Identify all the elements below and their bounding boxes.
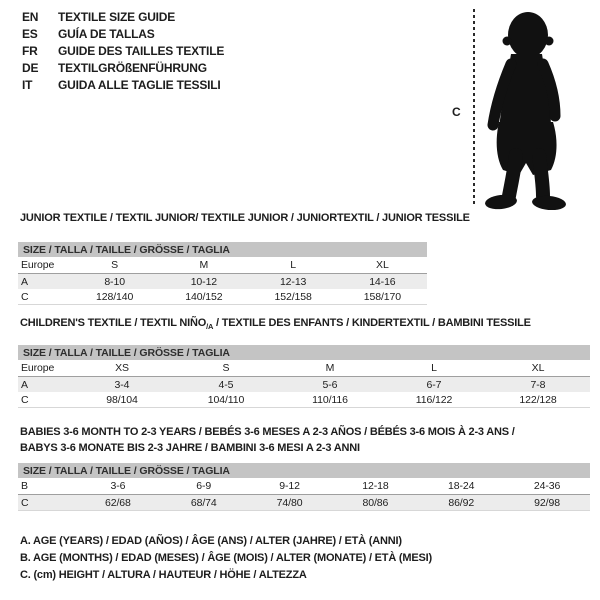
list-item	[22, 26, 224, 43]
row-label: C	[21, 496, 29, 509]
table-cell: 7-8	[530, 378, 546, 391]
language-title: GUIDA ALLE TAGLIE TESSILI	[58, 78, 221, 92]
language-code: IT	[22, 78, 33, 92]
row-label: A	[21, 275, 28, 288]
table-cell: 152/158	[274, 290, 312, 303]
table-cell: 9-12	[279, 480, 300, 492]
table-cell: M	[325, 362, 335, 374]
table-cell: 10-12	[190, 275, 218, 288]
table-cell: 8-10	[104, 275, 125, 288]
size-header-bar: SIZE / TALLA / TAILLE / GRÖSSE / TAGLIA	[18, 345, 590, 360]
language-title: TEXTILGRÖßENFÜHRUNG	[58, 61, 207, 75]
footnote-c: C. (cm) HEIGHT / ALTURA / HAUTEUR / HÖHE / ALTEZZA	[20, 569, 307, 581]
height-measure-dashed-line	[473, 9, 475, 204]
table-cell: S	[222, 362, 230, 374]
table-cell: 80/86	[362, 496, 389, 509]
table-cell: 14-16	[369, 275, 396, 288]
size-header-bar: SIZE / TALLA / TAILLE / GRÖSSE / TAGLIA	[18, 242, 427, 257]
row-label: C	[21, 393, 29, 406]
size-header-bar: SIZE / TALLA / TAILLE / GRÖSSE / TAGLIA	[18, 463, 590, 478]
table-cell: 12-13	[279, 275, 307, 288]
table-cell: L	[290, 259, 296, 271]
table-cell: XL	[531, 362, 545, 374]
table-cell: 140/152	[185, 290, 223, 303]
row-label: Europe	[21, 362, 55, 374]
table-cell: 116/122	[415, 393, 453, 406]
children-title-prefix: CHILDREN'S TEXTILE / TEXTIL NIÑO	[20, 317, 207, 329]
language-code: FR	[22, 44, 38, 58]
language-code: ES	[22, 27, 38, 41]
table-row	[18, 257, 427, 274]
language-code: EN	[22, 10, 39, 24]
language-title: TEXTILE SIZE GUIDE	[58, 10, 176, 24]
row-label: Europe	[21, 259, 55, 271]
junior-size-table	[18, 242, 427, 305]
table-cell: S	[111, 259, 119, 271]
footnote-a: A. AGE (YEARS) / EDAD (AÑOS) / ÂGE (ANS) / ALTER (JAHRE) / ETÀ (ANNI)	[20, 535, 402, 547]
table-cell: 86/92	[448, 496, 475, 509]
table-cell: 6-9	[196, 480, 212, 492]
table-cell: 110/116	[312, 393, 348, 406]
row-label: C	[21, 290, 29, 303]
list-item	[22, 77, 224, 94]
table-cell: 98/104	[106, 393, 138, 406]
table-cell: 12-18	[362, 480, 389, 492]
table-row	[18, 478, 590, 495]
table-row	[18, 289, 427, 304]
babies-title-line1: BABIES 3-6 MONTH TO 2-3 YEARS / BEBÉS 3-6 MESES A 2-3 AÑOS / BÉBÉS 3-6 MOIS À 2-3 ANS /	[20, 426, 515, 438]
language-code: DE	[22, 61, 39, 75]
table-cell: 4-5	[218, 378, 234, 391]
table-cell: 122/128	[519, 393, 557, 406]
language-title-list	[22, 9, 224, 94]
table-cell: 3-4	[114, 378, 130, 391]
table-cell: M	[199, 259, 209, 271]
table-row	[18, 495, 590, 510]
children-size-table	[18, 345, 590, 408]
table-cell: 158/170	[363, 290, 401, 303]
table-cell: 24-36	[533, 480, 561, 492]
table-cell: 104/110	[207, 393, 245, 406]
table-cell: XL	[376, 259, 389, 271]
babies-title-line2: BABYS 3-6 MONATE BIS 2-3 JAHRE / BAMBINI 3-6 MESI A 2-3 ANNI	[20, 442, 360, 454]
table-cell: L	[431, 362, 437, 374]
table-cell: 128/140	[95, 290, 134, 303]
table-cell: 92/98	[534, 496, 560, 509]
table-cell: 18-24	[448, 480, 475, 492]
baby-silhouette-icon	[483, 10, 568, 210]
table-cell: 6-7	[426, 378, 442, 391]
table-cell: 68/74	[190, 496, 217, 509]
children-section-title	[20, 317, 531, 331]
footnotes	[20, 533, 432, 584]
footnote-b: B. AGE (MONTHS) / EDAD (MESES) / ÂGE (MOIS) / ALTER (MONATE) / ETÀ (MESI)	[20, 552, 432, 564]
table-row	[18, 274, 427, 289]
table-cell: XS	[115, 362, 129, 374]
table-row	[18, 360, 590, 377]
babies-section-title	[20, 424, 515, 456]
row-label: A	[21, 378, 28, 391]
row-label: B	[21, 480, 28, 492]
list-item	[22, 43, 224, 60]
table-cell: 5-6	[322, 378, 338, 391]
children-title-suffix: / TEXTILE DES ENFANTS / KINDERTEXTIL / BAMBINI TESSILE	[213, 317, 531, 329]
babies-size-table	[18, 463, 590, 511]
table-row	[18, 377, 590, 392]
junior-section-title: JUNIOR TEXTILE / TEXTIL JUNIOR/ TEXTILE JUNIOR / JUNIORTEXTIL / JUNIOR TESSILE	[20, 212, 470, 224]
language-title: GUIDE DES TAILLES TEXTILE	[58, 44, 225, 58]
height-measure-label: C	[452, 105, 461, 119]
list-item	[22, 9, 224, 26]
list-item	[22, 60, 224, 77]
table-cell: 74/80	[276, 496, 303, 509]
table-row	[18, 392, 590, 407]
table-cell: 3-6	[110, 480, 126, 492]
language-title: GUÍA DE TALLAS	[58, 27, 155, 41]
table-cell: 62/68	[105, 496, 131, 509]
children-title-subscript: /A	[206, 322, 214, 332]
